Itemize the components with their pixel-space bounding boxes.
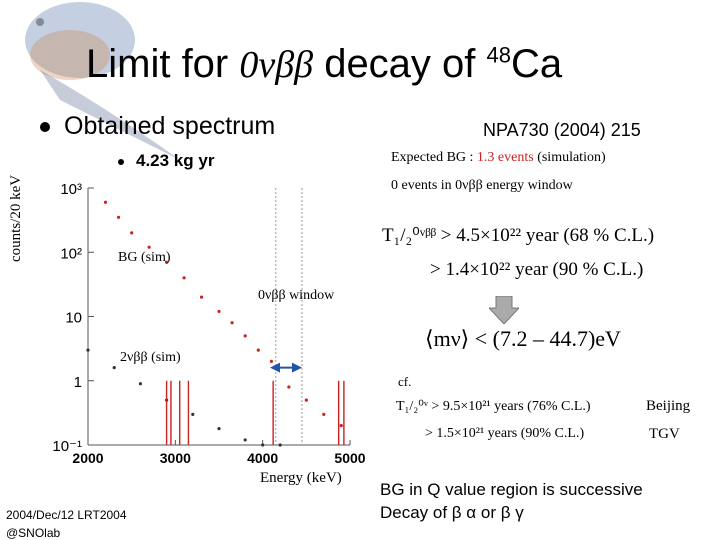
bg-sim-point: [182, 276, 185, 279]
two-nu-point: [191, 413, 194, 416]
reference-citation: NPA730 (2004) 215: [483, 120, 641, 140]
conclusion-line-2: Decay of β α or β γ: [380, 503, 524, 522]
bg-sim-point: [130, 231, 133, 234]
bg-sim-point: [322, 413, 325, 416]
y-tick-label: 10³: [60, 181, 82, 198]
bg-sim-point: [340, 424, 343, 427]
cf-limit-beijing: T₁/₂⁰ᵛ > 9.5×10²¹ years (76% C.L.): [396, 399, 591, 414]
two-nu-point: [261, 443, 264, 446]
bullet-obtained-spectrum: Obtained spectrum: [40, 112, 275, 141]
footer-date: 2004/Dec/12 LRT2004: [6, 508, 127, 522]
neutrino-mass-limit: ⟨mν⟩ < (7.2 – 44.7)eV: [425, 326, 621, 351]
two-nu-point: [86, 348, 89, 351]
annotation-window: 0νββ window: [258, 288, 335, 303]
y-tick-label: 10²: [60, 245, 82, 263]
half-life-limit-68: T₁/₂⁰ᵛᵝᵝ > 4.5×10²² year (68 % C.L.): [382, 225, 655, 246]
y-tick-label: 10: [65, 309, 82, 327]
y-axis-label: counts/20 keV: [8, 174, 24, 262]
two-nu-point: [217, 427, 220, 430]
zero-events-text: 0 events in 0νββ energy window: [391, 178, 573, 193]
window-arrow-left-icon: [270, 363, 280, 373]
footer-venue: @SNOlab: [6, 526, 61, 540]
down-arrow-icon: [489, 296, 519, 324]
page-title: Limit for 0νββ decay of $^{48}$Ca: [86, 42, 563, 86]
conclusion-line-1: BG in Q value region is successive: [380, 480, 643, 499]
bg-sim-point: [217, 310, 220, 313]
half-life-limit-90: > 1.4×10²² year (90 % C.L.): [430, 259, 644, 280]
bg-sim-point: [270, 360, 273, 363]
sub-bullet-exposure: 4.23 kg yr: [118, 151, 214, 171]
bg-sim-point: [231, 321, 234, 324]
x-tick-label: 3000: [159, 450, 191, 466]
cf-experiment-beijing: Beijing: [646, 398, 691, 414]
two-nu-point: [244, 438, 247, 441]
bg-sim-point: [287, 385, 290, 388]
cf-limit-tgv: > 1.5×10²¹ years (90% C.L.): [425, 426, 585, 441]
bg-sim-point: [104, 201, 107, 204]
x-tick-label: 4000: [247, 450, 279, 466]
two-nu-point: [113, 366, 116, 369]
bg-sim-point: [200, 296, 203, 299]
bg-sim-point: [244, 334, 247, 337]
bg-sim-point: [305, 398, 308, 401]
two-nu-point: [279, 443, 282, 446]
bg-sim-point: [257, 348, 260, 351]
y-tick-label: 1: [73, 373, 82, 391]
annotation-2nu-sim: 2νββ (sim): [120, 350, 181, 365]
expected-bg-text: Expected BG : 1.3 events (simulation): [391, 150, 606, 165]
cf-experiment-tgv: TGV: [649, 426, 680, 442]
annotation-bg-sim: BG (sim): [118, 250, 171, 265]
cf-label: cf.: [398, 374, 412, 389]
x-tick-label: 2000: [72, 450, 104, 466]
x-tick-label: 5000: [334, 450, 366, 466]
x-axis-label: Energy (keV): [260, 470, 342, 486]
bg-sim-point: [117, 216, 120, 219]
bg-sim-point: [148, 246, 151, 249]
window-arrow-right-icon: [292, 363, 302, 373]
y-tick-label: 10⁻¹: [52, 438, 82, 455]
two-nu-point: [139, 382, 142, 385]
